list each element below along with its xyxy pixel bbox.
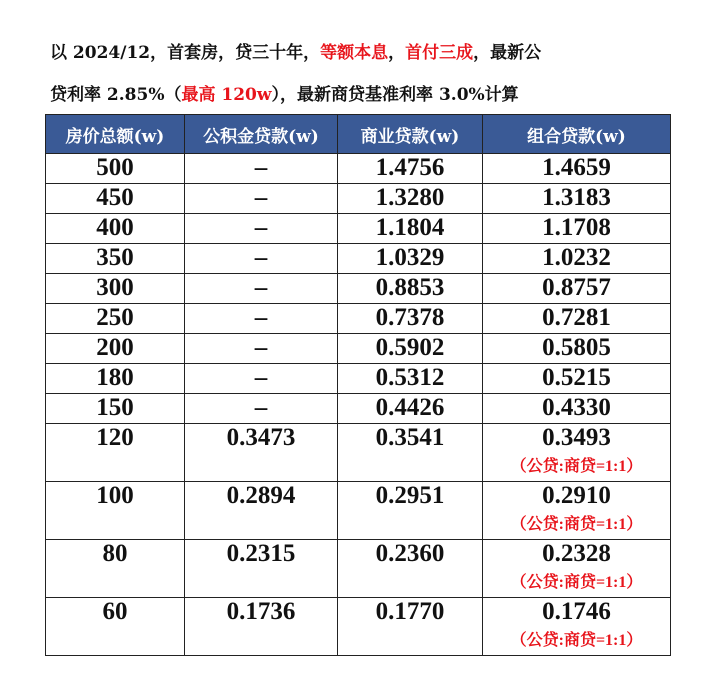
header-combo-loan: 组合贷款(w) xyxy=(483,115,671,154)
commercial-loan-cell xyxy=(338,154,483,184)
commercial-loan-cell-value: 1.0329 xyxy=(375,244,445,271)
table-row xyxy=(46,482,671,540)
total-price-cell-value: 80 xyxy=(102,540,128,567)
commercial-loan-cell xyxy=(338,304,483,334)
commercial-loan-cell xyxy=(338,482,483,540)
table-row xyxy=(46,334,671,364)
total-price-cell-value: 300 xyxy=(96,274,134,301)
commercial-loan-cell-value: 0.3541 xyxy=(375,424,445,451)
combo-loan-cell xyxy=(483,154,671,184)
total-price-cell xyxy=(46,214,185,244)
combo-loan-cell xyxy=(483,214,671,244)
fund-loan-cell xyxy=(185,424,338,482)
combo-loan-cell-value: 1.1708 xyxy=(542,214,611,241)
fund-loan-cell-value: 0.1736 xyxy=(226,598,296,625)
intro-text: 贷利率 2.85%（ xyxy=(50,85,182,105)
fund-loan-cell xyxy=(185,154,338,184)
fund-loan-cell-value: – xyxy=(254,334,268,361)
total-price-cell-value: 180 xyxy=(96,364,134,391)
combo-loan-cell-value: 0.2328 xyxy=(542,540,611,567)
total-price-cell-value: 350 xyxy=(96,244,134,271)
combo-loan-cell-value: 0.3493 xyxy=(542,424,611,451)
combo-loan-cell-value: 0.4330 xyxy=(542,394,611,421)
intro-text: ，最新公 xyxy=(473,43,542,63)
fund-loan-cell-value: 0.2894 xyxy=(226,482,296,509)
fund-loan-cell xyxy=(185,214,338,244)
total-price-cell xyxy=(46,244,185,274)
table-row xyxy=(46,424,671,482)
commercial-loan-cell-value: 1.3280 xyxy=(375,184,445,211)
total-price-cell-value: 200 xyxy=(96,334,134,361)
commercial-loan-cell xyxy=(338,598,483,656)
total-price-cell xyxy=(46,482,185,540)
commercial-loan-cell xyxy=(338,334,483,364)
commercial-loan-cell-value: 0.1770 xyxy=(375,598,445,625)
intro-line-2 xyxy=(50,80,670,105)
combo-loan-cell xyxy=(483,304,671,334)
total-price-cell xyxy=(46,364,185,394)
combo-loan-cell-value: 0.5805 xyxy=(542,334,611,361)
fund-cap-highlight: 最高 120w xyxy=(181,85,272,105)
combo-loan-cell xyxy=(483,598,671,656)
table-row xyxy=(46,244,671,274)
combo-loan-cell xyxy=(483,184,671,214)
commercial-loan-cell xyxy=(338,244,483,274)
fund-loan-cell xyxy=(185,334,338,364)
commercial-loan-cell-value: 1.4756 xyxy=(375,154,445,181)
combo-loan-cell xyxy=(483,424,671,482)
table-row xyxy=(46,184,671,214)
combo-loan-cell-value: 0.8757 xyxy=(542,274,611,301)
total-price-cell-value: 150 xyxy=(96,394,134,421)
fund-loan-cell-value: 0.2315 xyxy=(226,540,296,567)
header-commercial-loan: 商业贷款(w) xyxy=(338,115,483,154)
fund-loan-cell-value: – xyxy=(254,244,268,271)
fund-loan-cell xyxy=(185,598,338,656)
intro-text: ， xyxy=(388,43,406,63)
intro-text: ），最新商贷基准利率 3.0%计算 xyxy=(271,85,519,105)
total-price-cell xyxy=(46,184,185,214)
combo-loan-cell xyxy=(483,334,671,364)
combo-loan-cell-value: 0.2910 xyxy=(542,482,611,509)
combo-loan-cell-value: 1.0232 xyxy=(542,244,611,271)
fund-loan-cell-value: – xyxy=(254,274,268,301)
commercial-loan-cell-value: 0.8853 xyxy=(375,274,445,301)
total-price-cell-value: 450 xyxy=(96,184,134,211)
combo-loan-cell-value: 1.3183 xyxy=(542,184,611,211)
commercial-loan-cell xyxy=(338,364,483,394)
commercial-loan-cell-value: 0.5312 xyxy=(375,364,445,391)
total-price-cell-value: 60 xyxy=(102,598,128,625)
combo-loan-cell xyxy=(483,394,671,424)
total-price-cell xyxy=(46,334,185,364)
combo-loan-cell-value: 0.5215 xyxy=(542,364,611,391)
commercial-loan-cell xyxy=(338,424,483,482)
fund-loan-cell xyxy=(185,364,338,394)
table-row xyxy=(46,154,671,184)
commercial-loan-cell-value: 0.4426 xyxy=(375,394,445,421)
mortgage-payment-table xyxy=(45,114,671,656)
combo-loan-cell-value: 0.7281 xyxy=(542,304,611,331)
commercial-loan-cell-value: 1.1804 xyxy=(375,214,445,241)
header-total-price: 房价总额(w) xyxy=(46,115,185,154)
loan-ratio-note: （公贷:商贷=1:1） xyxy=(510,632,643,649)
total-price-cell-value: 120 xyxy=(96,424,134,451)
fund-loan-cell-value: – xyxy=(254,394,268,421)
fund-loan-cell-value: – xyxy=(254,364,268,391)
table-row xyxy=(46,364,671,394)
combo-loan-cell xyxy=(483,364,671,394)
combo-loan-cell xyxy=(483,540,671,598)
commercial-loan-cell-value: 0.2360 xyxy=(375,540,445,567)
total-price-cell xyxy=(46,394,185,424)
header-fund-loan: 公积金贷款(w) xyxy=(185,115,338,154)
commercial-loan-cell xyxy=(338,214,483,244)
commercial-loan-cell xyxy=(338,274,483,304)
header-row xyxy=(46,115,671,154)
fund-loan-cell xyxy=(185,274,338,304)
fund-loan-cell xyxy=(185,304,338,334)
total-price-cell-value: 400 xyxy=(96,214,134,241)
total-price-cell-value: 250 xyxy=(96,304,134,331)
combo-loan-cell xyxy=(483,244,671,274)
fund-loan-cell-value: – xyxy=(254,304,268,331)
table-row xyxy=(46,394,671,424)
repayment-method-highlight: 等额本息 xyxy=(320,43,389,63)
combo-loan-cell xyxy=(483,274,671,304)
intro-line-1 xyxy=(50,38,670,63)
fund-loan-cell xyxy=(185,540,338,598)
total-price-cell xyxy=(46,540,185,598)
loan-ratio-note: （公贷:商贷=1:1） xyxy=(510,574,643,591)
commercial-loan-cell-value: 0.7378 xyxy=(375,304,445,331)
table-row xyxy=(46,540,671,598)
commercial-loan-cell-value: 0.2951 xyxy=(375,482,445,509)
commercial-loan-cell-value: 0.5902 xyxy=(375,334,445,361)
table-row xyxy=(46,274,671,304)
total-price-cell-value: 500 xyxy=(96,154,134,181)
total-price-cell-value: 100 xyxy=(96,482,134,509)
commercial-loan-cell xyxy=(338,394,483,424)
table-row xyxy=(46,598,671,656)
fund-loan-cell-value: – xyxy=(254,184,268,211)
combo-loan-cell xyxy=(483,482,671,540)
commercial-loan-cell xyxy=(338,540,483,598)
fund-loan-cell xyxy=(185,244,338,274)
intro-text: 以 2024/12，首套房，贷三十年， xyxy=(50,43,321,63)
down-payment-highlight: 首付三成 xyxy=(405,43,474,63)
table-row xyxy=(46,304,671,334)
total-price-cell xyxy=(46,274,185,304)
combo-loan-cell-value: 1.4659 xyxy=(542,154,611,181)
fund-loan-cell-value: – xyxy=(254,214,268,241)
total-price-cell xyxy=(46,424,185,482)
loan-ratio-note: （公贷:商贷=1:1） xyxy=(510,458,643,475)
total-price-cell xyxy=(46,304,185,334)
table-row xyxy=(46,214,671,244)
loan-ratio-note: （公贷:商贷=1:1） xyxy=(510,516,643,533)
fund-loan-cell-value: 0.3473 xyxy=(226,424,296,451)
combo-loan-cell-value: 0.1746 xyxy=(542,598,611,625)
fund-loan-cell-value: – xyxy=(254,154,268,181)
fund-loan-cell xyxy=(185,394,338,424)
fund-loan-cell xyxy=(185,184,338,214)
fund-loan-cell xyxy=(185,482,338,540)
total-price-cell xyxy=(46,598,185,656)
total-price-cell xyxy=(46,154,185,184)
commercial-loan-cell xyxy=(338,184,483,214)
